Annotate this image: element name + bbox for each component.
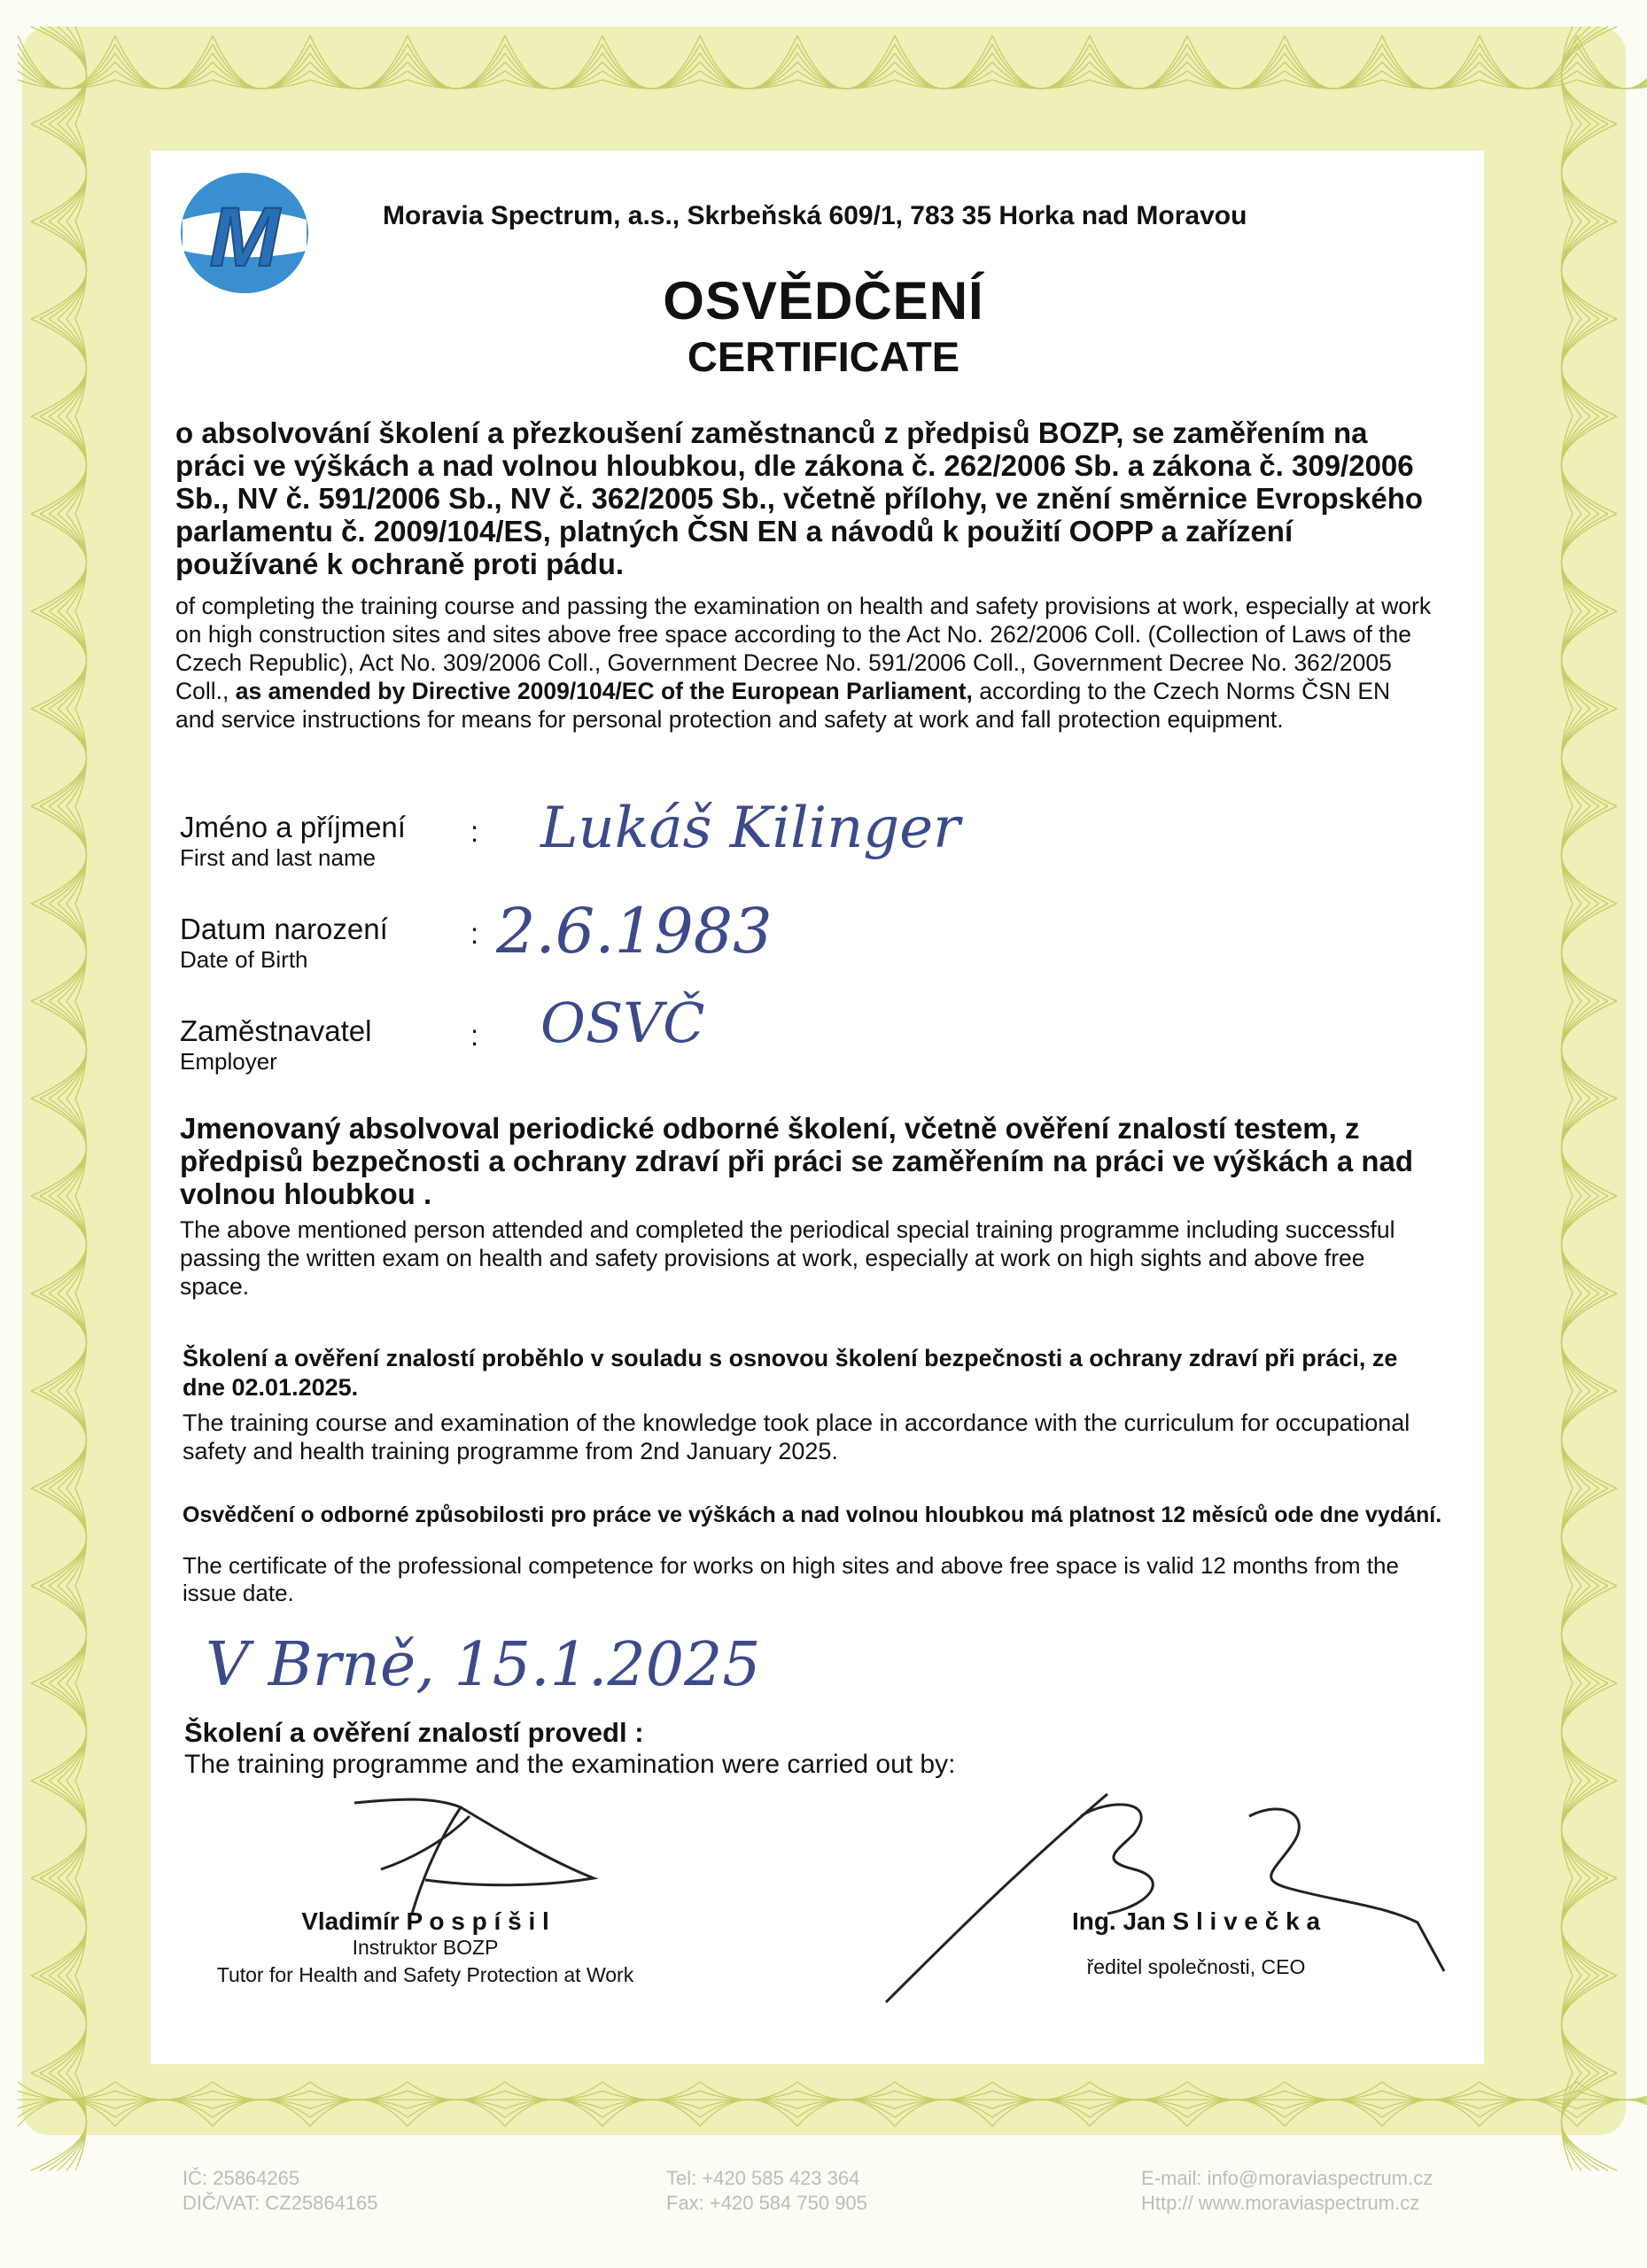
carried-out-czech: Školení a ověření znalostí provedl : [184, 1717, 644, 1748]
field-colon: : [470, 917, 479, 950]
field-label-cz: Datum narození [180, 913, 388, 945]
intro-english-part1: of completing the training course and passing the examination on health and safety provisions at work, especially at work on high construction sites and sites above free space according to the Act No. 262/2006 Coll. (Collection of Laws of the Czech Republic), Act No. 309/2006 Coll., Government Decree No. 591/2006 Coll., Government Decree No. 362/2005 Coll., [175, 593, 1432, 704]
footer-phones [666, 2166, 867, 2216]
company-address: Moravia Spectrum, a.s., Skrbeňská 609/1, 783 35 Horka nad Moravou [383, 201, 1247, 230]
logo-letter: M [209, 190, 280, 284]
intro-english-bold: as amended by Directive 2009/104/EC of the European Parliament, [235, 678, 973, 704]
footer-web: Http:// www.moraviaspectrum.cz [1141, 2192, 1420, 2214]
footer-tel: Tel: +420 585 423 364 [666, 2167, 860, 2189]
validity-english: The certificate of the professional competence for works on high sites and above free space is valid 12 months from the issue date. [183, 1552, 1399, 1606]
intro-english-part2: according to the Czech Norms ČSN EN and service instructions for means for personal protection and safety at work and fall protection equipment. [175, 678, 1391, 733]
carried-out-english: The training programme and the examination were carried out by: [184, 1750, 956, 1779]
intro-czech: o absolvování školení a přezkoušení zaměstnanců z předpisů BOZP, se zaměřením na práci ve výškách a nad volnou hloubkou, dle zákona č. 262/2006 Sb. a zákona č. 309/2006 Sb., NV č. 591/2006 Sb., NV č. 362/2005 Sb., včetně přílohy, ve znění směrnice Evropského parlamentu č. 2009/104/ES, platných ČSN EN a návodů k použití OOPP a zařízení používané k ochraně proti pádu. [175, 416, 1424, 580]
place-date-handwritten: V Brně, 15.1.2025 [206, 1630, 761, 1700]
signatory-role: ředitel společnosti, CEO [1086, 1955, 1306, 1978]
statement-english: The above mentioned person attended and completed the periodical special training programme including successful passing the written exam on health and safety provisions at work, especially at work on high sights and above free space. [180, 1216, 1395, 1300]
footer-dic: DIČ/VAT: CZ25864165 [183, 2192, 378, 2214]
field-label-cz: Zaměstnavatel [180, 1014, 372, 1047]
signatory-name: Ing. Jan S l i v e č k a [1071, 1907, 1321, 1935]
training-english: The training course and examination of the knowledge took place in accordance with the curriculum for occupational safety and health training programme from 2nd January 2025. [183, 1410, 1410, 1464]
field-colon: : [470, 815, 479, 848]
training-czech: Školení a ověření znalostí proběhlo v souladu s osnovou školení bezpečnosti a ochrany zdraví při práci, ze dne 02.01.2025. [183, 1345, 1398, 1401]
field-colon: : [470, 1019, 479, 1052]
footer-ic: IČ: 25864265 [183, 2167, 300, 2189]
intro-english [175, 592, 1433, 734]
validity-czech: Osvědčení o odborné způsobilosti pro práce ve výškách a nad volnou hloubkou má platnost 12 měsíců ode dne vydání. [183, 1503, 1442, 1527]
signatory-right [1019, 1907, 1373, 1979]
field-value-handwritten: 2.6.1983 [496, 895, 773, 967]
title-czech: OSVĚDČENÍ [663, 271, 984, 330]
field-employer [180, 1014, 371, 1076]
title-english: CERTIFICATE [687, 333, 960, 380]
signatory-role: Instruktor BOZP [352, 1936, 499, 1959]
signatory-name: Vladimír P o s p í š i l [301, 1907, 549, 1935]
signatory-role-en: Tutor for Health and Safety Protection at Work [216, 1963, 634, 1986]
field-birthdate [180, 913, 388, 974]
field-value-handwritten: Lukáš Kilinger [540, 796, 960, 861]
footer-email: E-mail: info@moraviaspectrum.cz [1141, 2167, 1433, 2189]
field-label-en: Employer [180, 1048, 277, 1075]
statement-czech: Jmenovaný absolvoval periodické odborné školení, včetně ověření znalostí testem, z předpisů bezpečnosti a ochrany zdraví při práci se zaměřením na práci ve výškách a nad volnou hloubkou . [180, 1112, 1414, 1210]
footer-ids [183, 2166, 378, 2216]
signatory-left [204, 1907, 647, 1987]
footer-contacts [1141, 2166, 1433, 2216]
field-label-en: Date of Birth [180, 946, 308, 973]
field-value-handwritten: OSVČ [540, 990, 705, 1055]
field-label-en: First and last name [180, 844, 377, 871]
footer-fax: Fax: +420 584 750 905 [666, 2192, 867, 2214]
field-name [180, 811, 406, 872]
field-label-cz: Jméno a příjmení [180, 811, 406, 843]
